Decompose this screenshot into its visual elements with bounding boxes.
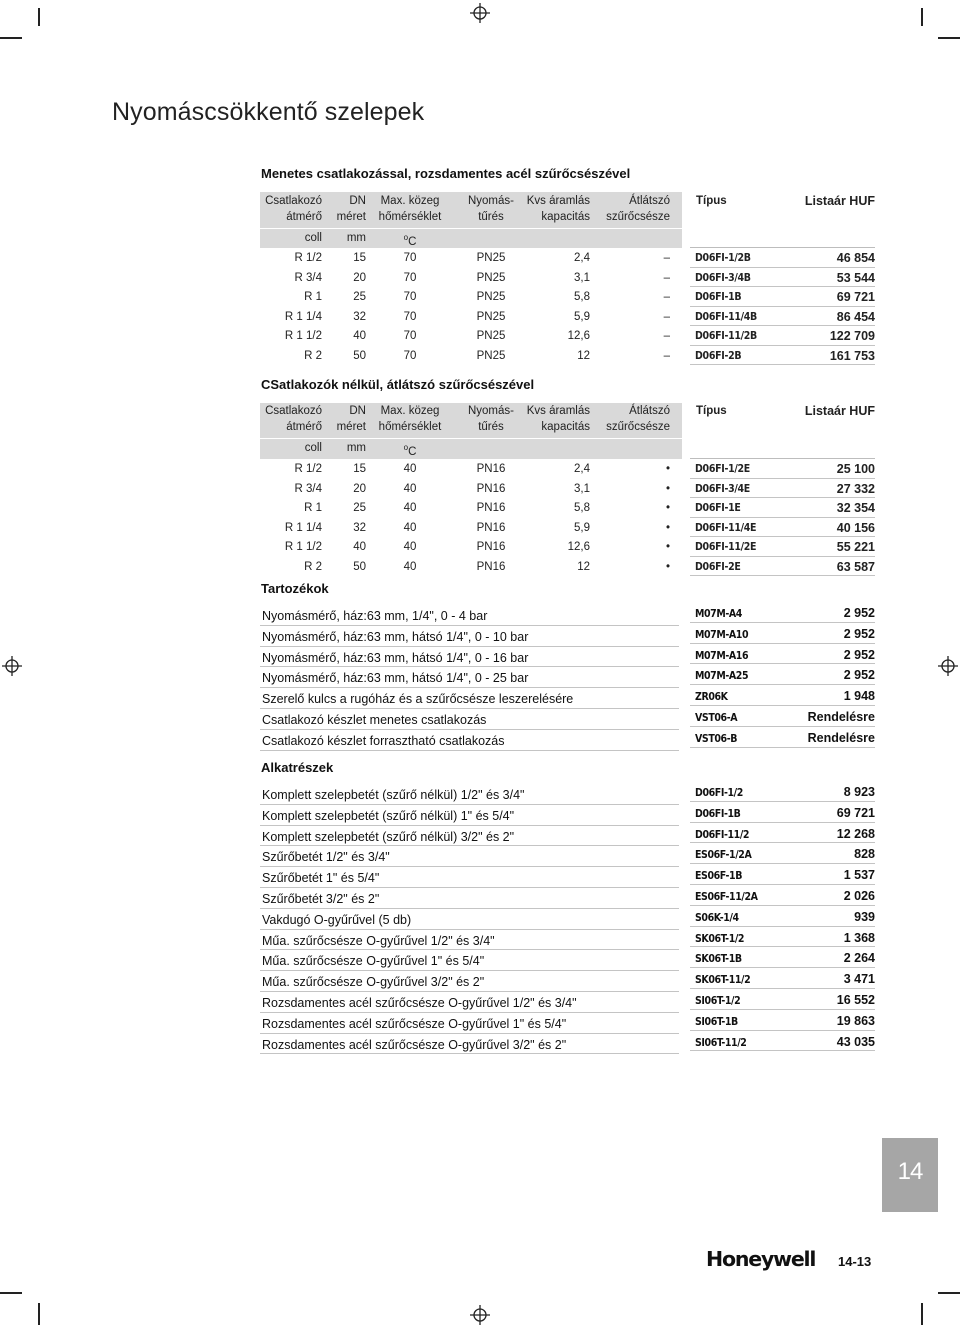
item-code: ES06F-11/2A [695,890,758,903]
row-divider [690,822,875,823]
table-row [260,459,875,479]
item-description: Rozsdamentes acél szűrőcsésze O-gyűrűvel 1" és 5/4" [262,1016,567,1031]
list-item [260,647,875,668]
item-code: SI06T-1B [695,1015,738,1028]
item-code: ES06F-1B [695,870,743,883]
row-divider [260,1053,679,1054]
item-code: ES06F-1/2A [695,849,752,862]
item-price: 2 952 [843,606,875,620]
item-code: SK06T-1/2 [695,932,745,945]
item-description: Rozsdamentes acél szűrőcsésze O-gyűrűvel 3/2" és 2" [262,1037,567,1052]
unit-temperature: $^o$C [403,443,417,458]
cell-kvs: 2,4 [574,463,590,475]
table-row [260,479,875,499]
cell-price: 40 156 [836,520,875,535]
unit-connector: coll [304,442,322,454]
cell-temperature: 70 [403,349,417,362]
cell-bowl: • [665,521,670,534]
crop-mark [38,8,40,26]
crop-mark [38,1303,40,1325]
crop-mark [921,8,923,26]
cell-kvs: 5,8 [574,502,590,514]
registration-mark-icon [470,3,490,23]
cell-pressure: PN16 [476,482,506,495]
unit-temperature: $^o$C [403,233,417,248]
item-description: Szűrőbetét 1/2" és 3/4" [262,850,390,865]
cell-connector: R 1 1/4 [284,310,322,323]
row-divider [690,905,875,906]
table-row [260,537,875,557]
cell-connector: R 1/2 [294,463,322,475]
item-price: Rendelésre [807,709,875,724]
header-pressure: Nyomás- tűrés [467,195,514,223]
cell-connector: R 1/2 [294,252,322,264]
row-divider [690,863,875,864]
chapter-tab [882,1138,938,1212]
cell-dn: 25 [353,291,366,303]
item-price: 2 952 [843,668,875,683]
item-description: Szűrőbetét 1" és 5/4" [262,871,380,886]
cell-type: D06FI-11/4E [695,521,757,534]
item-code: SI06T-1/2 [695,994,741,1007]
item-price: Rendelésre [807,730,875,745]
cell-type: D06FI-3/4B [695,271,751,284]
list-item [260,992,875,1013]
cell-bowl: – [663,252,670,264]
item-code: S06K-1/4 [695,911,739,924]
item-price: 1 948 [843,689,875,704]
cell-price: 32 354 [836,501,875,515]
cell-pressure: PN25 [476,271,506,284]
table-header [260,192,875,248]
row-divider [690,726,875,727]
row-divider [690,663,875,664]
cell-temperature: 40 [403,521,417,534]
cell-kvs: 2,4 [574,252,590,264]
cell-pressure: PN16 [476,521,506,534]
cell-temperature: 40 [403,502,417,514]
cell-price: 53 544 [836,270,875,285]
list-item [260,730,875,751]
cell-bowl: • [665,560,670,573]
cell-bowl: • [665,463,670,475]
product-table-2 [260,403,875,576]
cell-kvs: 12 [577,560,590,573]
header-kvs: Kvs áramlás kapacitás [526,405,590,433]
cell-pressure: PN25 [476,252,506,264]
cell-kvs: 12 [577,349,590,362]
row-divider [690,643,875,644]
row-divider [690,747,875,748]
table-row [260,268,875,288]
cell-bowl: – [663,310,670,323]
list-item [260,626,875,647]
list-item [260,784,875,805]
row-divider [690,1050,875,1051]
header-divider [260,228,682,229]
cell-price: 46 854 [836,251,875,265]
row-divider [690,842,875,843]
item-description: Komplett szelepbetét (szűrő nélkül) 1" és 5/4" [262,808,515,823]
cell-temperature: 40 [403,541,417,553]
cell-pressure: PN25 [476,349,506,362]
row-divider [690,575,875,576]
cell-dn: 50 [353,560,366,573]
row-divider [690,364,875,365]
cell-dn: 20 [353,271,366,284]
cell-temperature: 40 [403,482,417,495]
crop-mark [921,1303,923,1325]
cell-price: 161 753 [829,348,875,363]
cell-price: 25 100 [836,462,875,476]
cell-connector: R 1 1/2 [284,330,322,342]
item-code: M07M-A16 [695,649,749,662]
header-kvs: Kvs áramlás kapacitás [526,195,590,223]
item-description: Műa. szűrőcsésze O-gyűrűvel 1/2" és 3/4" [262,933,495,948]
row-divider [690,1009,875,1010]
header-price: Listaár HUF [804,194,875,208]
item-price: 19 863 [836,1013,875,1028]
item-code: ZR06K [695,691,728,704]
item-code: SI06T-11/2 [695,1036,747,1049]
list-item [260,667,875,688]
unit-dn: mm [346,442,366,454]
item-code: D06FI-1B [695,807,741,820]
item-description: Nyomásmérő, ház:63 mm, hátsó 1/4", 0 - 25 bar [262,671,529,686]
cell-type: D06FI-1B [695,291,742,303]
header-dn: DN méret [336,405,366,433]
header-pressure: Nyomás- tűrés [467,405,514,433]
cell-type: D06FI-2B [695,349,742,362]
cell-dn: 32 [353,521,366,534]
cell-dn: 25 [353,502,366,514]
row-divider [690,967,875,968]
list-item [260,950,875,971]
cell-connector: R 1 [304,502,322,514]
product-table-1 [260,192,875,365]
item-price: 2 952 [843,647,875,662]
list-item [260,888,875,909]
item-code: SK06T-1B [695,953,742,966]
table-row [260,518,875,538]
table-row [260,326,875,346]
cell-bowl: – [663,291,670,303]
row-divider [690,801,875,802]
list-item [260,971,875,992]
cell-kvs: 12,6 [567,541,590,553]
cell-connector: R 2 [304,560,322,573]
chapter-number: 14 [897,1158,923,1185]
item-price: 16 552 [836,992,875,1007]
item-price: 69 721 [836,805,875,820]
list-item [260,909,875,930]
cell-kvs: 3,1 [574,271,590,284]
item-description: Nyomásmérő, ház:63 mm, hátsó 1/4", 0 - 16 bar [262,650,529,665]
cell-kvs: 5,9 [574,310,590,323]
header-connector: Csatlakozó átmérő [265,195,322,223]
item-code: D06FI-1/2 [695,787,743,799]
cell-price: 122 709 [829,329,875,343]
cell-connector: R 3/4 [294,482,322,495]
list-item [260,1013,875,1034]
table1-title: Menetes csatlakozással, rozsdamentes acél szűrőcsészével [261,166,631,181]
table-row [260,307,875,327]
item-price: 828 [854,847,875,862]
cell-temperature: 70 [403,310,417,323]
item-description: Szűrőbetét 3/2" és 2" [262,891,380,906]
item-code: M07M-A10 [695,628,749,641]
cell-pressure: PN16 [476,541,506,553]
cell-dn: 32 [353,310,366,323]
cell-temperature: 70 [403,271,417,284]
item-price: 8 923 [843,785,875,799]
cell-connector: R 3/4 [294,271,322,284]
cell-temperature: 70 [403,252,417,264]
item-code: D06FI-11/2 [695,828,750,841]
table-row [260,346,875,366]
table-row [260,557,875,577]
row-divider [690,1030,875,1031]
item-price: 1 537 [843,868,875,883]
crop-mark [938,37,960,39]
cell-kvs: 5,8 [574,291,590,303]
header-type: Típus [696,405,727,417]
item-code: SK06T-11/2 [695,974,751,987]
cell-pressure: PN25 [476,330,506,342]
spare-parts-title: Alkatrészek [261,760,334,775]
item-price: 12 268 [836,826,875,841]
header-divider [260,438,682,439]
table-row [260,498,875,518]
header-temperature: Max. közeg hőmérséklet [378,195,442,223]
table-row [260,248,875,268]
cell-dn: 40 [353,541,366,553]
list-item [260,688,875,709]
item-description: Nyomásmérő, ház:63 mm, 1/4", 0 - 4 bar [262,609,488,623]
row-divider [690,622,875,623]
row-divider [690,988,875,989]
cell-connector: R 1 [304,291,322,303]
list-item [260,1034,875,1055]
cell-kvs: 5,9 [574,521,590,534]
cell-pressure: PN16 [476,502,506,514]
item-price: 2 952 [843,626,875,641]
list-item [260,867,875,888]
page-title: Nyomáscsökkentő szelepek [112,98,425,126]
table-header [260,403,875,459]
cell-temperature: 40 [403,463,417,475]
crop-mark [0,37,22,39]
list-item [260,805,875,826]
unit-connector: coll [304,232,322,244]
header-price: Listaár HUF [804,404,875,418]
row-divider [260,750,679,751]
item-price: 1 368 [843,930,875,945]
cell-bowl: • [665,482,670,495]
item-price: 43 035 [836,1034,875,1049]
cell-pressure: PN16 [476,463,506,475]
item-description: Vakdugó O-gyűrűvel (5 db) [262,912,412,927]
accessories-list [260,605,875,751]
item-code: VST06-B [695,732,738,745]
cell-temperature: 70 [403,291,417,303]
item-code: M07M-A25 [695,670,749,683]
item-description: Szerelő kulcs a rugóház és a szűrőcsésze leszerelésére [262,692,574,707]
cell-type: D06FI-1/2E [695,463,750,475]
item-price: 2 264 [843,951,875,966]
list-item [260,930,875,951]
cell-connector: R 1 1/4 [284,521,322,534]
cell-price: 55 221 [836,540,875,554]
page-number: 14-13 [838,1254,872,1269]
cell-connector: R 2 [304,349,322,362]
cell-price: 86 454 [836,309,875,324]
cell-kvs: 12,6 [567,330,590,342]
list-item [260,605,875,626]
brand-logo: Honeywell [706,1247,816,1271]
cell-bowl: • [665,502,670,514]
table-row [260,287,875,307]
cell-type: D06FI-1E [695,502,741,514]
item-description: Műa. szűrőcsésze O-gyűrűvel 3/2" és 2" [262,975,485,990]
crop-mark [0,1292,22,1294]
cell-pressure: PN25 [476,291,506,303]
cell-dn: 50 [353,349,366,362]
cell-dn: 15 [353,252,366,264]
unit-dn: mm [346,232,366,244]
item-description: Műa. szűrőcsésze O-gyűrűvel 1" és 5/4" [262,954,485,969]
header-bowl: Átlátszó szűrőcsésze [606,405,670,433]
header-bowl: Átlátszó szűrőcsésze [606,195,670,223]
item-price: 2 026 [843,888,875,903]
item-description: Komplett szelepbetét (szűrő nélkül) 3/2" és 2" [262,829,515,844]
item-code: VST06-A [695,711,738,724]
cell-bowl: – [663,349,670,362]
cell-temperature: 40 [403,560,417,573]
accessories-title: Tartozékok [261,581,329,596]
row-divider [690,705,875,706]
cell-bowl: – [663,330,670,342]
row-divider [690,684,875,685]
item-description: Komplett szelepbetét (szűrő nélkül) 1/2" és 3/4" [262,788,525,802]
header-connector: Csatlakozó átmérő [265,405,322,433]
cell-type: D06FI-3/4E [695,482,750,495]
list-item [260,846,875,867]
cell-pressure: PN25 [476,310,506,323]
table2-title: CSatlakozók nélkül, átlátszó szűrőcsészével [261,377,535,392]
cell-type: D06FI-1/2B [695,252,751,264]
cell-type: D06FI-11/4B [695,310,757,323]
item-price: 3 471 [843,972,875,987]
row-divider [690,926,875,927]
cell-price: 69 721 [836,290,875,304]
item-description: Nyomásmérő, ház:63 mm, hátsó 1/4", 0 - 10 bar [262,629,529,644]
spare-parts-list [260,784,875,1054]
cell-connector: R 1 1/2 [284,541,322,553]
cell-bowl: • [665,541,670,553]
header-type: Típus [696,195,727,207]
cell-dn: 15 [353,463,366,475]
crop-mark [938,1292,960,1294]
registration-mark-icon [938,656,958,676]
cell-price: 63 587 [836,559,875,574]
cell-dn: 20 [353,482,366,495]
cell-dn: 40 [353,330,366,342]
item-description: Csatlakozó készlet forrasztható csatlakozás [262,733,505,748]
row-divider [690,884,875,885]
item-description: Csatlakozó készlet menetes csatlakozás [262,712,487,727]
cell-temperature: 70 [403,330,417,342]
cell-type: D06FI-11/2E [695,541,757,553]
cell-type: D06FI-11/2B [695,330,757,342]
cell-price: 27 332 [836,481,875,496]
registration-mark-icon [2,656,22,676]
row-divider [690,946,875,947]
header-dn: DN méret [336,195,366,223]
list-item [260,826,875,847]
item-description: Rozsdamentes acél szűrőcsésze O-gyűrűvel 1/2" és 3/4" [262,995,577,1010]
list-item [260,709,875,730]
header-temperature: Max. közeg hőmérséklet [378,405,442,433]
item-code: M07M-A4 [695,608,742,620]
item-price: 939 [854,909,875,924]
cell-kvs: 3,1 [574,482,590,495]
cell-bowl: – [663,271,670,284]
cell-type: D06FI-2E [695,560,741,573]
cell-pressure: PN16 [476,560,506,573]
registration-mark-icon [470,1305,490,1325]
